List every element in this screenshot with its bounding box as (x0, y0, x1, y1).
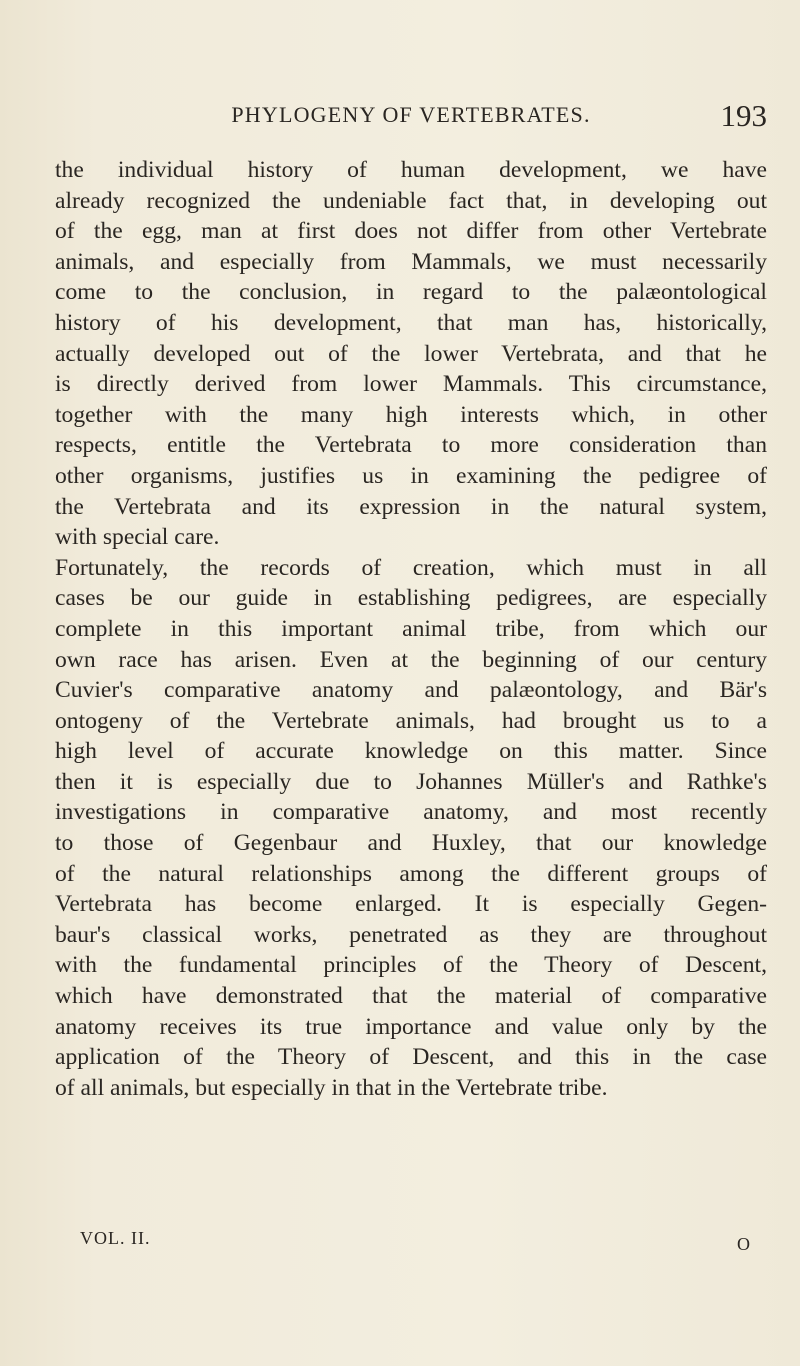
text-line: Cuvier's comparative anatomy and palæontology, and Bär's (55, 677, 767, 704)
running-title: PHYLOGENY OF VERTEBRATES. (231, 102, 591, 127)
page-footer (80, 1228, 750, 1258)
volume-mark: VOL. II. (80, 1228, 151, 1248)
page-number: 193 (720, 98, 767, 133)
text-line: together with the many high interests which, in other (55, 401, 767, 428)
text-line: of all animals, but especially in that in the Vertebrate tribe. (55, 1074, 608, 1101)
text-line: the Vertebrata and its expression in the natural system, (55, 493, 767, 520)
text-line: application of the Theory of Descent, and this in the case (55, 1044, 767, 1071)
text-line: already recognized the undeniable fact that, in developing out (55, 187, 767, 214)
text-line: with the fundamental principles of the Theory of Descent, (55, 952, 767, 979)
text-line: of the egg, man at first does not differ from other Vertebrate (55, 218, 767, 245)
text-line: baur's classical works, penetrated as they are throughout (55, 921, 767, 948)
text-line: anatomy receives its true importance and value only by the (55, 1013, 767, 1040)
text-line: come to the conclusion, in regard to the palæontological (55, 279, 767, 306)
text-line: complete in this important animal tribe, from which our (55, 615, 767, 642)
text-line: high level of accurate knowledge on this matter. Since (55, 738, 767, 765)
running-head (55, 98, 767, 138)
text-line: then it is especially due to Johannes Müller's and Rathke's (55, 768, 767, 795)
text-line: animals, and especially from Mammals, we must necessarily (55, 248, 767, 275)
text-line: investigations in comparative anatomy, and most recently (55, 799, 767, 826)
text-line: respects, entitle the Vertebrata to more consideration than (55, 432, 767, 459)
text-line: of the natural relationships among the different groups of (55, 860, 767, 887)
text-line: which have demonstrated that the material of comparative (55, 983, 767, 1010)
body-text (55, 155, 767, 1103)
text-line: Fortunately, the records of creation, which must in all (55, 554, 767, 581)
text-line: Vertebrata has become enlarged. It is especially Gegen- (55, 891, 767, 918)
text-line: cases be our guide in establishing pedigrees, are especially (55, 585, 767, 612)
text-line: own race has arisen. Even at the beginning of our century (55, 646, 767, 673)
text-line: with special care. (55, 524, 220, 551)
text-line: the individual history of human development, we have (55, 157, 767, 183)
text-line: to those of Gegenbaur and Huxley, that our knowledge (55, 830, 767, 857)
text-line: other organisms, justifies us in examining the pedigree of (55, 462, 767, 489)
text-line: history of his development, that man has, historically, (55, 309, 767, 336)
signature-mark: O (737, 1234, 750, 1254)
text-line: ontogeny of the Vertebrate animals, had brought us to a (55, 707, 767, 734)
text-line: actually developed out of the lower Vertebrata, and that he (55, 340, 767, 367)
text-line: is directly derived from lower Mammals. This circumstance, (55, 371, 767, 398)
